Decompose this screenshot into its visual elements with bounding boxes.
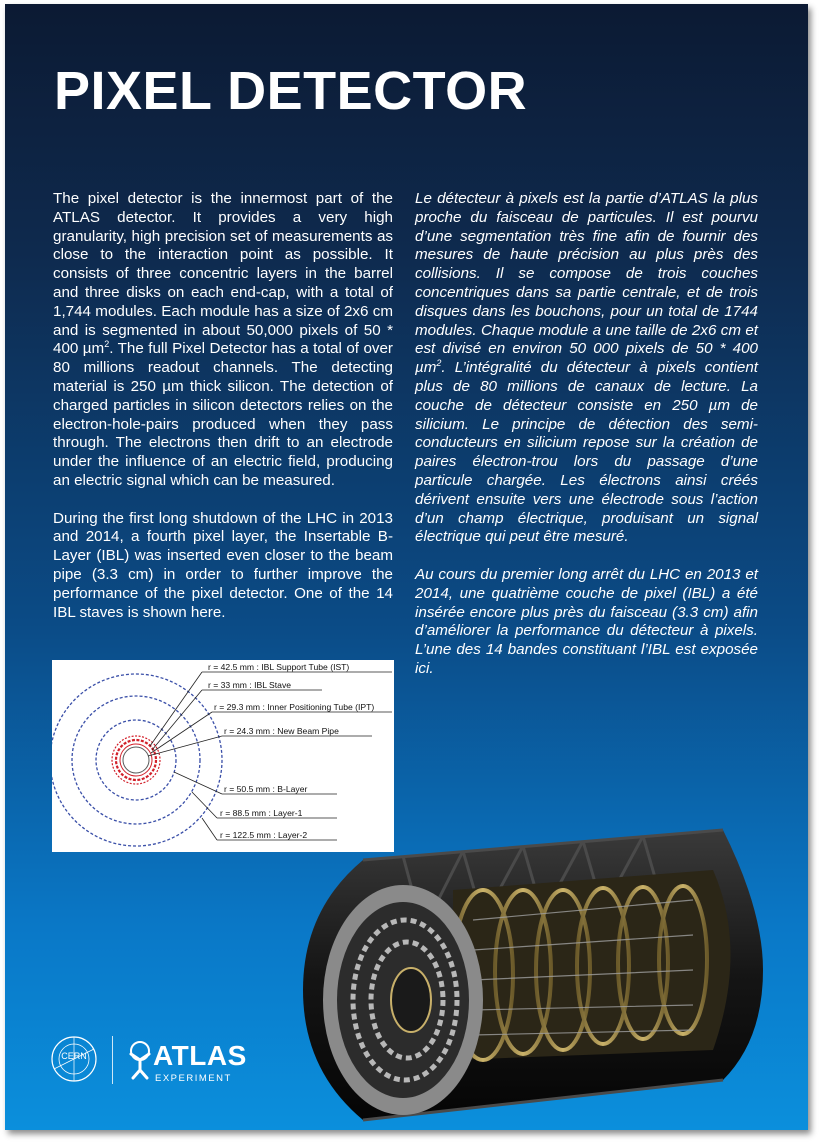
atlas-logo-text: ATLAS bbox=[153, 1040, 247, 1071]
ipt-ring bbox=[120, 744, 152, 776]
ist-ring bbox=[112, 736, 160, 784]
b-layer-ring bbox=[96, 720, 176, 800]
leader-line bbox=[202, 818, 217, 840]
atlas-figure-icon bbox=[125, 1040, 155, 1080]
french-paragraph-1 bbox=[415, 190, 758, 547]
diagram-label-ist: r = 42.5 mm : IBL Support Tube (IST) bbox=[208, 662, 350, 672]
english-p1-superscript: 2 bbox=[104, 339, 110, 350]
leader-line bbox=[152, 690, 202, 750]
diagram-label-b-layer: r = 50.5 mm : B-Layer bbox=[224, 784, 308, 794]
poster bbox=[5, 4, 808, 1130]
french-p1-text-a: Le détecteur à pixels est la partie d’ATLAS la plus proche du faisceau de particules. Il est pourvu d’une segmentation très fine afin de fournir des mesures de haute précision au plus près des collisions. Il se compose de trois couches concentriques dans sa partie centrale, et de trois disques dans les bouchons, pour un total de 1744 modules. Chaque module a une taille de 2x6 cm et est divisé en environ 50 000 pixels de 50 * 400 µm bbox=[415, 190, 758, 377]
leader-line bbox=[192, 792, 217, 818]
diagram-label-layer-1: r = 88.5 mm : Layer-1 bbox=[220, 808, 303, 818]
logo-area bbox=[49, 1034, 249, 1090]
diagram-label-beam-pipe: r = 24.3 mm : New Beam Pipe bbox=[224, 726, 339, 736]
english-text-column bbox=[53, 190, 393, 641]
french-paragraph-2: Au cours du premier long arrêt du LHC en 2013 et 2014, une quatrième couche de pixel (IBL) a été insérée encore plus près du faisceau (3.3 cm) afin d’améliorer la performance du détecteur à pixels. L’une des 14 bandes constituant l’IBL est exposée ici. bbox=[415, 565, 758, 677]
diagram-label-layer-2: r = 122.5 mm : Layer-2 bbox=[220, 830, 308, 840]
cern-logo-text: CERN bbox=[61, 1051, 87, 1061]
french-text-column bbox=[415, 190, 758, 698]
beam-pipe-opening bbox=[391, 968, 431, 1032]
french-p1-text-b: . L’intégralité du détecteur à pixels contient plus de 80 millions de canaux de lecture. La couche de détecteur consiste en 250 µm de silicium. Le principe de détection des semi-conducteurs en silicium repose sur la création de paires électron-trou lors du passage d’une particule chargée. Les électrons ainsi créés dérivent ensuite vers une électrode sous l’action d’un champ électrique, produisant un signal électrique qui peut être mesuré. bbox=[415, 359, 758, 546]
layer-2-ring bbox=[52, 674, 222, 846]
english-p1-text-b: . The full Pixel Detector has a total of over 80 millions readout channels. The detecting material is 250 µm thick silicon. The detection of charged particles in silicon detectors relies on the electron-hole-pairs produced when they pass through. The electrons then drift to an electrode under the influence of an electric field, producing an electric signal which can be measured. bbox=[53, 340, 393, 489]
page-title: PIXEL DETECTOR bbox=[54, 61, 528, 121]
leader-line bbox=[148, 736, 222, 756]
diagram-label-ibl-stave: r = 33 mm : IBL Stave bbox=[208, 680, 292, 690]
logo-divider bbox=[112, 1036, 113, 1084]
pixel-detector-illustration bbox=[293, 820, 771, 1130]
beam-pipe-ring bbox=[123, 747, 149, 773]
english-paragraph-2: During the first long shutdown of the LHC in 2013 and 2014, a fourth pixel layer, the Insertable B-Layer (IBL) was inserted even closer to the beam pipe (3.3 cm) in order to further improve the performance of the pixel detector. One of the 14 IBL staves is shown here. bbox=[53, 509, 393, 621]
pixel-detector-svg bbox=[293, 820, 771, 1130]
english-p1-text-a: The pixel detector is the innermost part of the ATLAS detector. It provides a very high granularity, high precision set of measurements as close to the interaction point as possible. It consists of three concentric layers in the barrel and three disks on each end-cap, with a total of 1,744 modules. Each module has a size of 2x6 cm and is segmented in about 50,000 pixels of 50 * 400 µm bbox=[53, 190, 393, 358]
diagram-label-ipt: r = 29.3 mm : Inner Positioning Tube (IPT) bbox=[214, 702, 375, 712]
french-p1-superscript: 2 bbox=[436, 358, 442, 369]
atlas-logo-subtitle: EXPERIMENT bbox=[155, 1073, 232, 1084]
english-paragraph-1 bbox=[53, 190, 393, 491]
